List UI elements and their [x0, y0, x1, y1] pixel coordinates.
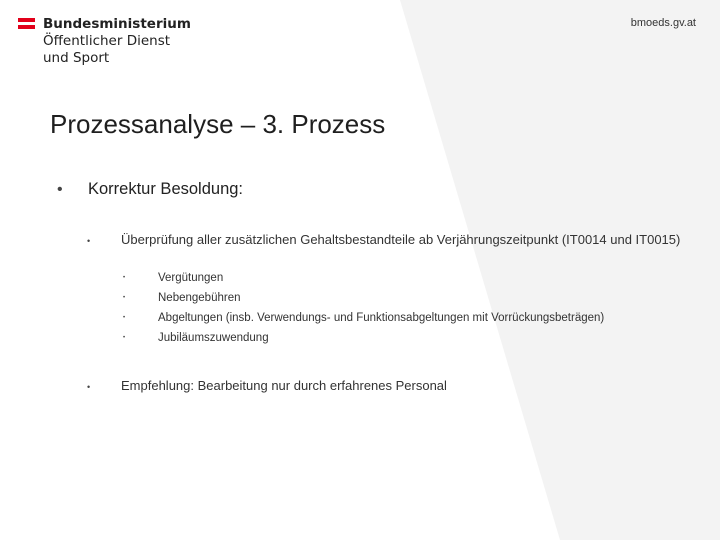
ministry-name: [43, 16, 191, 67]
slide-title: Prozessanalyse – 3. Prozess: [50, 109, 386, 139]
bullet-marker: •: [123, 315, 126, 321]
site-url: bmoeds.gv.at: [630, 17, 696, 29]
bullet-marker: •: [57, 181, 63, 198]
sub-item: Vergütungen: [158, 272, 224, 284]
bullet-level2: Überprüfung aller zusätzlichen Gehaltsbestandteile ab Verjährungszeitpunkt (IT0014 und IT0015): [121, 232, 681, 247]
bullet-marker: •: [123, 275, 126, 281]
sub-item: Jubiläumszuwendung: [158, 332, 269, 344]
sub-item: Nebengebühren: [158, 292, 241, 304]
sub-item: Abgeltungen (insb. Verwendungs- und Funktionsabgeltungen mit Vorrückungsbeträgen): [158, 312, 605, 324]
ministry-line-3: und Sport: [43, 50, 110, 66]
bullet-level2: Empfehlung: Bearbeitung nur durch erfahrenes Personal: [121, 378, 447, 393]
bullet-marker: •: [87, 236, 91, 246]
ministry-line-2: Öffentlicher Dienst: [43, 33, 171, 49]
bullet-marker: •: [87, 382, 91, 392]
ministry-logo: [18, 16, 191, 67]
bullet-marker: •: [123, 335, 126, 341]
bullet-marker: •: [123, 295, 126, 301]
bullet-level1: Korrektur Besoldung:: [88, 180, 244, 198]
austrian-flag-icon: [18, 18, 35, 29]
ministry-line-1: Bundesministerium: [43, 16, 191, 32]
